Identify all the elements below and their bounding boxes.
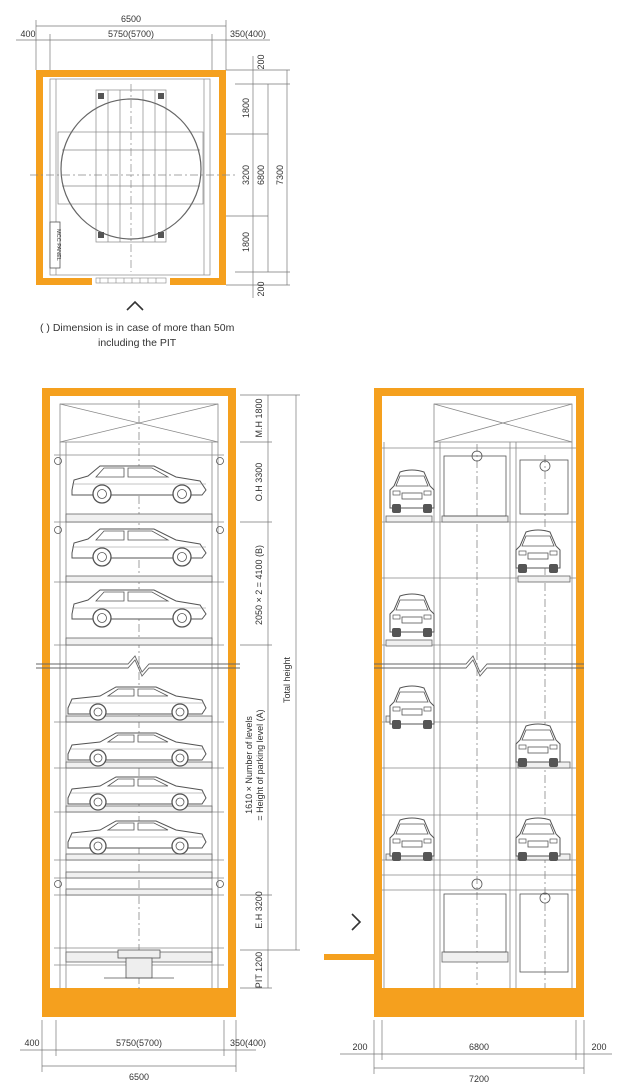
plan-dim-left: 400 [20,29,36,39]
car-front-view [516,530,560,573]
car-front-view [390,594,434,637]
car-front-view [516,724,560,767]
dimension-note-line1: ( ) Dimension is in case of more than 50m [40,322,235,334]
label-oh: O.H 3300 [254,462,264,502]
plan-dim-d3: 3200 [241,164,251,186]
side-dim-left: 200 [352,1042,368,1052]
car-front-view [390,686,434,729]
plan-view [16,14,290,349]
sedan-car [68,821,206,854]
car-front-view [390,470,434,513]
plan-dim-middle: 5750(5700) [107,29,155,39]
car-front-view [390,818,434,861]
front-dim-middle: 5750(5700) [115,1038,163,1048]
dimension-note-line2: including the PIT [98,337,177,349]
label-b: 2050 × 2 = 4100 (B) [254,544,264,626]
label-pit: PIT 1200 [254,951,264,989]
front-dim-right: 350(400) [229,1038,267,1048]
sedan-car [68,733,206,766]
sedan-car [68,777,206,810]
label-a-line1: 1610 × Number of levels [244,716,254,814]
plan-dim-overall: 6500 [120,14,142,24]
sedan-car [68,687,206,720]
suv-car [72,590,206,627]
plan-top-dimensions [16,20,270,70]
plan-dim-d5: 200 [256,281,266,297]
side-lift-carriages [444,451,568,972]
front-dim-overall: 6500 [128,1072,150,1082]
side-elevation [324,388,612,1084]
plan-dim-outer: 7300 [275,164,285,186]
front-elevation [20,388,300,1082]
plan-dim-d2: 1800 [241,97,251,119]
plan-dim-inner: 6800 [256,164,266,186]
label-mh: M.H 1800 [254,398,264,438]
plan-dim-right: 350(400) [229,29,267,39]
plan-dim-d4: 1800 [241,231,251,253]
label-eh: E.H 3200 [254,891,264,929]
front-break-line [36,656,240,672]
label-a-line2: = Height of parking level (A) [255,709,265,821]
car-front-view [516,818,560,861]
side-dim-middle: 6800 [468,1042,490,1052]
entry-arrow-right-icon [352,914,360,930]
mcc-panel-label: MCC PANEL [55,229,61,261]
front-dim-left: 400 [24,1038,40,1048]
side-dim-overall: 7200 [468,1074,490,1084]
side-break-line [374,656,584,672]
label-total-height: Total height [282,656,292,704]
entry-arrow-up-icon [127,302,143,310]
plan-door [96,278,166,283]
plan-dim-d1: 200 [256,54,266,70]
side-dim-right: 200 [591,1042,607,1052]
